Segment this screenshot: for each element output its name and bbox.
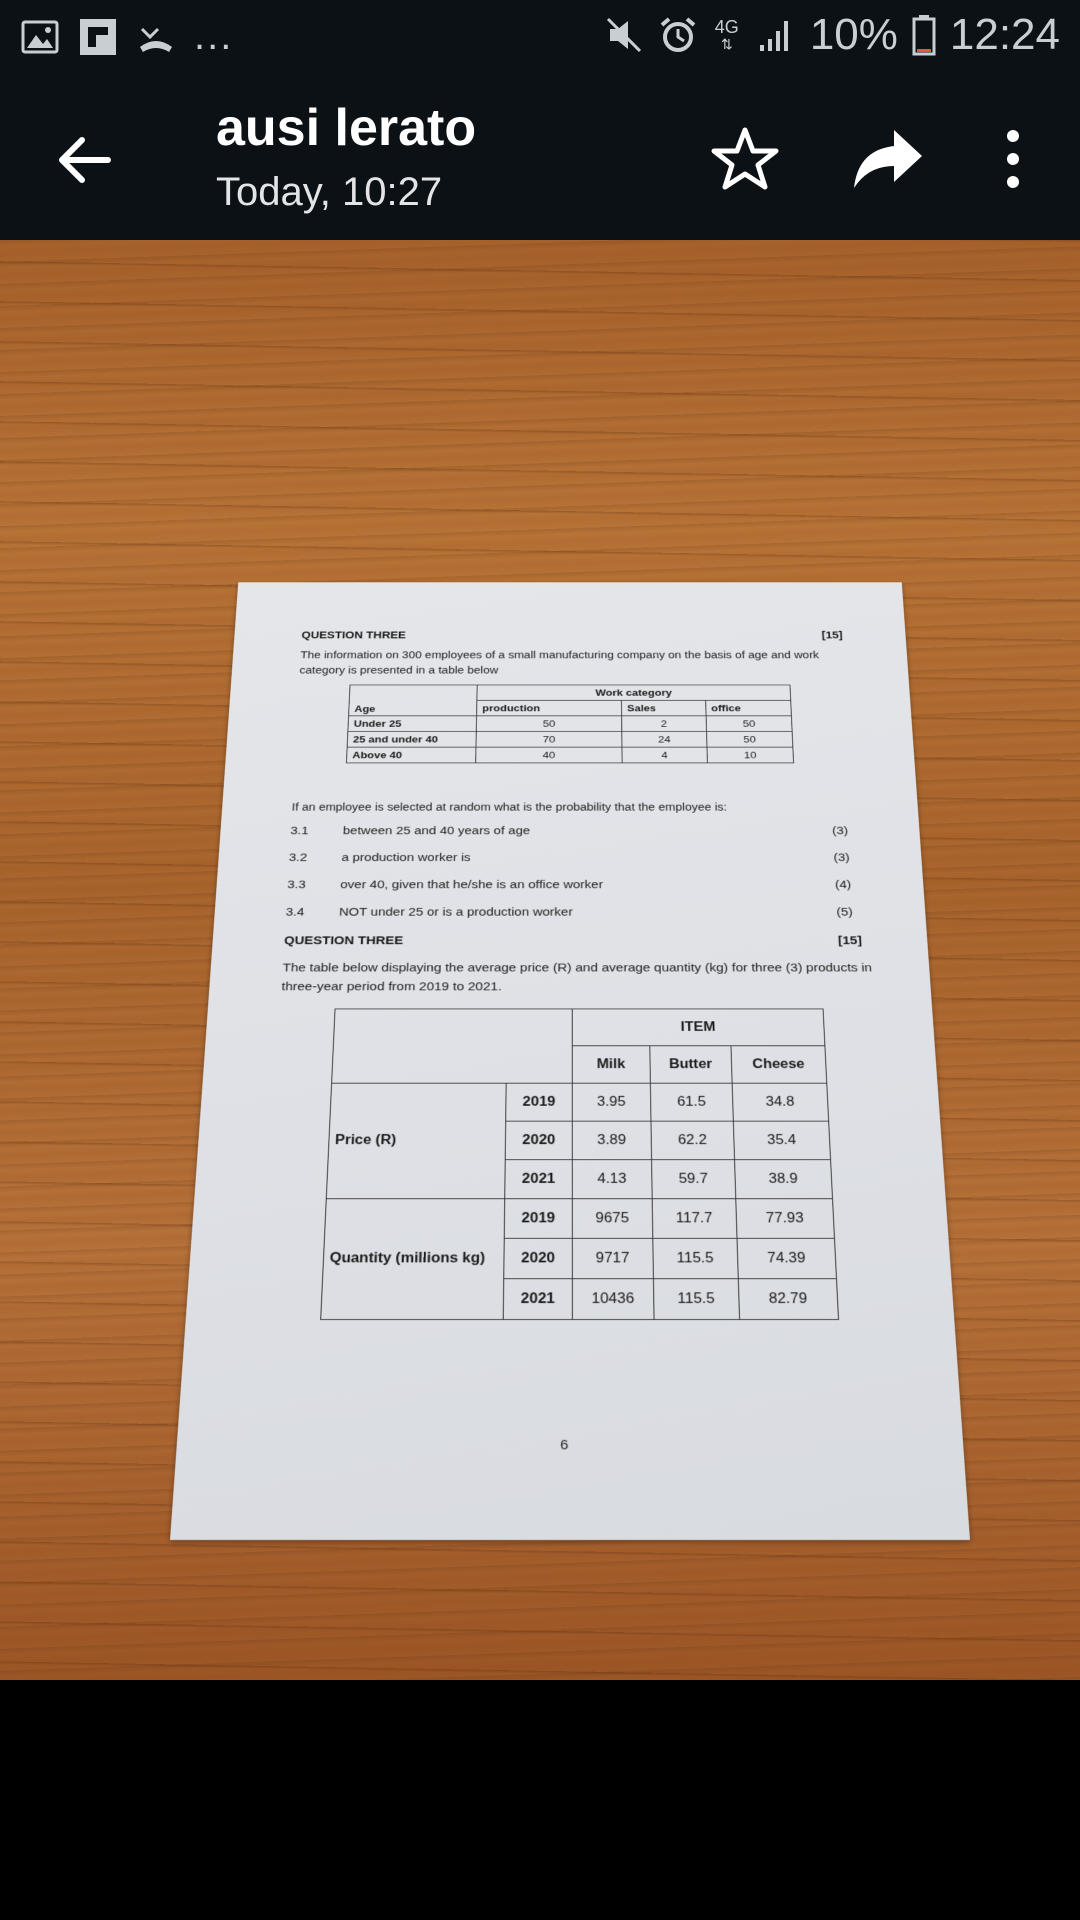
column-header: Cheese — [731, 1046, 827, 1083]
table-cell: 59.7 — [651, 1160, 735, 1199]
more-notifications: ... — [194, 14, 234, 58]
price-quantity-table — [320, 1009, 839, 1320]
status-bar — [0, 0, 1080, 76]
item-number: 3.4 — [285, 905, 305, 919]
table-row — [330, 1083, 829, 1121]
table-cell: 62.2 — [651, 1121, 734, 1160]
alarm-icon — [658, 15, 698, 55]
table-row — [324, 1199, 834, 1239]
table-cell: 61.5 — [650, 1083, 733, 1121]
table-cell: 77.93 — [735, 1199, 834, 1239]
battery-percent: 10% — [809, 10, 898, 59]
employee-table — [346, 685, 794, 764]
column-header: Butter — [650, 1046, 732, 1083]
table-cell: 115.5 — [653, 1279, 739, 1320]
table-cell: 70 — [476, 731, 622, 747]
table-cell: 24 — [622, 731, 707, 747]
table-cell: 3.95 — [572, 1083, 651, 1121]
year-cell: 2021 — [505, 1160, 572, 1199]
table-cell: 10436 — [572, 1279, 654, 1320]
missed-call-icon — [136, 17, 176, 57]
question-mark-total: [15] — [837, 934, 863, 948]
question-heading: QUESTION THREE — [301, 629, 407, 641]
column-header: Milk — [572, 1046, 650, 1083]
battery-icon — [912, 14, 936, 56]
question-intro: The information on 300 employees of a small manufacturing company on the basis of age and work category is presented in a table below — [299, 649, 820, 676]
year-cell: 2019 — [504, 1199, 572, 1239]
item-header: ITEM — [572, 1009, 825, 1046]
item-number: 3.3 — [286, 878, 307, 892]
table-cell: 10 — [707, 747, 794, 763]
row-label: 25 and under 40 — [347, 731, 476, 747]
column-header: production — [477, 700, 622, 715]
mute-icon — [604, 15, 644, 55]
column-header: Sales — [621, 700, 705, 715]
4g-icon: 4G ⇅ — [714, 16, 739, 52]
page-number: 6 — [560, 1437, 569, 1454]
page-subtitle: Today, 10:27 — [216, 170, 443, 214]
quantity-label: Quantity (millions kg) — [321, 1199, 505, 1320]
more-vert-icon[interactable] — [990, 126, 1036, 192]
column-header: office — [705, 700, 791, 715]
probability-intro: If an employee is selected at random what is the probability that the employee is: — [291, 801, 728, 813]
item-mark: (3) — [833, 851, 851, 865]
bottom-letterbox — [0, 1680, 1080, 1920]
back-arrow-icon[interactable] — [48, 124, 120, 196]
table-cell: 50 — [706, 716, 792, 732]
item-text: between 25 and 40 years of age — [342, 824, 531, 838]
work-category-header: Work category — [477, 685, 791, 700]
empty-header-cell — [332, 1009, 573, 1083]
clock: 12:24 — [949, 10, 1060, 59]
question-heading: QUESTION THREE — [283, 934, 404, 948]
price-label: Price (R) — [326, 1083, 506, 1199]
item-number: 3.2 — [288, 851, 308, 865]
table-cell: 115.5 — [653, 1238, 738, 1278]
question-intro: The table below displaying the average price (R) and average quantity (kg) for three (3) products in three-year period from 2019 to 2021. — [281, 961, 873, 994]
age-header: Age — [349, 685, 478, 716]
table-cell: 50 — [476, 716, 622, 732]
row-label: Above 40 — [346, 747, 476, 763]
star-icon[interactable] — [710, 124, 780, 194]
item-number: 3.1 — [290, 824, 309, 838]
item-text: a production worker is — [341, 851, 471, 865]
table-cell: 38.9 — [734, 1160, 832, 1199]
year-cell: 2020 — [504, 1238, 572, 1278]
item-mark: (5) — [836, 905, 854, 919]
table-cell: 35.4 — [733, 1121, 831, 1160]
table-cell: 4 — [622, 747, 707, 763]
table-row — [347, 731, 793, 747]
document-page — [170, 582, 970, 1540]
item-mark: (3) — [831, 824, 849, 838]
table-cell: 50 — [706, 731, 793, 747]
share-icon[interactable] — [850, 126, 924, 192]
table-cell: 34.8 — [732, 1083, 829, 1121]
table-cell: 9717 — [572, 1238, 653, 1278]
app-bar — [0, 76, 1080, 240]
table-cell: 2 — [622, 716, 707, 732]
table-cell: 9675 — [572, 1199, 652, 1239]
table-cell: 117.7 — [652, 1199, 737, 1239]
page-title: ausi lerato — [216, 99, 477, 157]
table-cell: 40 — [476, 747, 623, 763]
table-cell: 82.79 — [738, 1279, 839, 1320]
item-text: over 40, given that he/she is an office worker — [340, 878, 604, 892]
row-label: Under 25 — [348, 716, 477, 732]
year-cell: 2020 — [505, 1121, 572, 1160]
signal-icon — [756, 15, 796, 55]
photo-view[interactable] — [0, 240, 1080, 1680]
flipboard-icon — [78, 17, 118, 57]
year-cell: 2019 — [506, 1083, 572, 1121]
table-row — [348, 716, 792, 732]
table-cell: 74.39 — [737, 1238, 837, 1278]
table-cell: 3.89 — [572, 1121, 651, 1160]
year-cell: 2021 — [503, 1279, 572, 1320]
table-row — [346, 747, 793, 763]
table-cell: 4.13 — [572, 1160, 652, 1199]
item-text: NOT under 25 or is a production worker — [338, 905, 573, 919]
item-mark: (4) — [834, 878, 852, 892]
question-mark-total: [15] — [821, 629, 843, 641]
image-icon — [20, 17, 60, 57]
